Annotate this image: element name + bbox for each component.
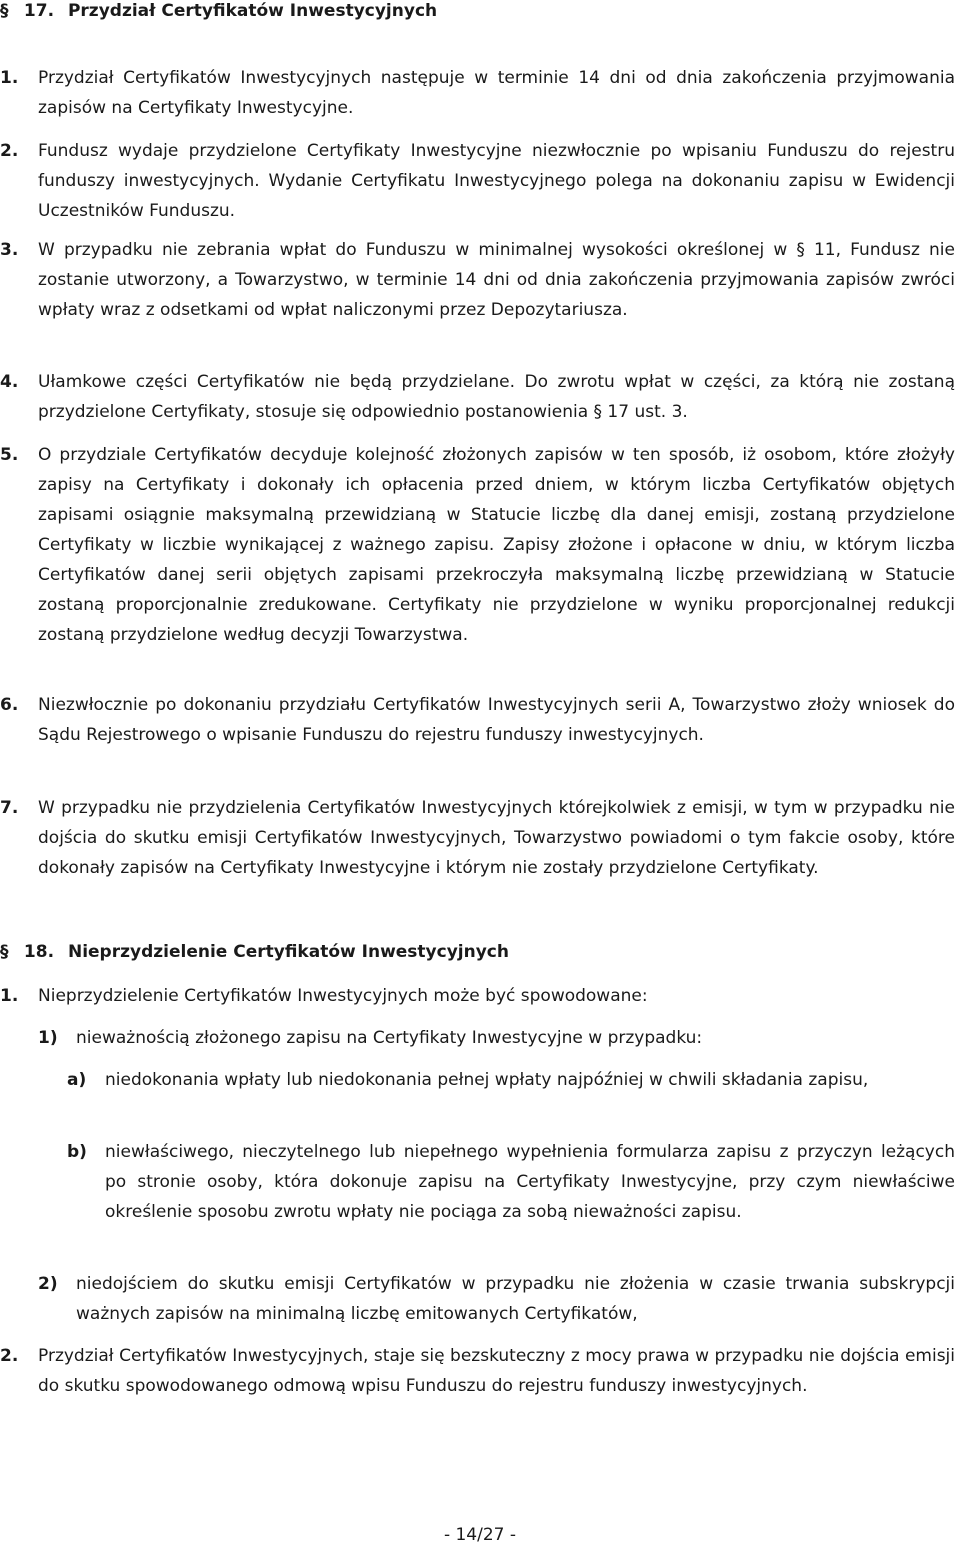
item-text: Przydział Certyfikatów Inwestycyjnych, staje się bezskuteczny z mocy prawa w przypadku nie dojścia emisji do skutku spowodowanego odmową wpisu Funduszu do rejestru funduszy inwestycyjnych. xyxy=(38,1346,955,1396)
section-title: Nieprzydzielenie Certyfikatów Inwestycyjnych xyxy=(67,942,509,962)
s17-item-1 xyxy=(0,63,955,123)
s18-sub-1 xyxy=(38,1023,955,1053)
item-text: W przypadku nie przydzielenia Certyfikatów Inwestycyjnych którejkolwiek z emisji, w tym w przypadku nie dojścia do skutku emisji Certyfikatów Inwestycyjnych, Towarzystwo powiadomi o tym fakcie osoby, które dokonały zapisów na Certyfikaty Inwestycyjne i którym nie zostały przydzielone Certyfikaty. xyxy=(38,798,955,878)
item-marker: 7. xyxy=(0,798,19,818)
page-number: - 14/27 - xyxy=(443,1525,517,1545)
item-text: niewłaściwego, nieczytelnego lub niepełnego wypełnienia formularza zapisu z przyczyn leżących po stronie osoby, która dokonuje zapisu na Certyfikaty Inwestycyjne, przy czym niewłaściwe określenie sposobu zwrotu wpłaty nie pociąga za sobą nieważności zapisu. xyxy=(105,1142,955,1222)
item-marker: 4. xyxy=(0,372,19,392)
s17-item-6 xyxy=(0,690,955,750)
item-text: W przypadku nie zebrania wpłat do Funduszu w minimalnej wysokości określonej w § 11, Fundusz nie zostanie utworzony, a Towarzystwo, w terminie 14 dni od dnia zakończenia przyjmowania zapisów zwróci wpłaty wraz z odsetkami od wpłat naliczonymi przez Depozytariusza. xyxy=(38,240,955,320)
item-text: Przydział Certyfikatów Inwestycyjnych następuje w terminie 14 dni od dnia zakończenia przyjmowania zapisów na Certyfikaty Inwestycyjne. xyxy=(38,68,955,118)
item-marker: 3. xyxy=(0,240,19,260)
item-text: Nieprzydzielenie Certyfikatów Inwestycyjnych może być spowodowane: xyxy=(38,986,648,1006)
item-marker: 2) xyxy=(38,1274,58,1294)
item-text: nieważnością złożonego zapisu na Certyfikaty Inwestycyjne w przypadku: xyxy=(76,1028,703,1048)
section-number: 18. xyxy=(23,942,55,962)
item-text: niedokonania wpłaty lub niedokonania pełnej wpłaty najpóźniej w chwili składania zapisu, xyxy=(105,1070,869,1090)
item-text: Niezwłocznie po dokonaniu przydziału Certyfikatów Inwestycyjnych serii A, Towarzystwo złoży wniosek do Sądu Rejestrowego o wpisanie Funduszu do rejestru funduszy inwestycyjnych. xyxy=(38,695,955,745)
s18-sub-1a xyxy=(67,1065,955,1095)
section-17-heading xyxy=(0,0,960,22)
section-title: Przydział Certyfikatów Inwestycyjnych xyxy=(67,1,438,21)
s17-item-7 xyxy=(0,793,955,883)
s17-item-4 xyxy=(0,367,955,427)
item-marker: 2. xyxy=(0,141,19,161)
s17-item-5 xyxy=(0,440,955,650)
s18-item-1 xyxy=(0,981,955,1011)
item-marker: b) xyxy=(67,1142,87,1162)
item-marker: 1) xyxy=(38,1028,58,1048)
item-text: Ułamkowe części Certyfikatów nie będą przydzielane. Do zwrotu wpłat w części, za którą nie zostaną przydzielone Certyfikaty, stosuje się odpowiednio postanowienia § 17 ust. 3. xyxy=(38,372,955,422)
item-marker: 5. xyxy=(0,445,19,465)
section-number: 17. xyxy=(23,1,55,21)
s18-sub-2 xyxy=(38,1269,955,1329)
item-marker: 1. xyxy=(0,68,19,88)
s18-item-2 xyxy=(0,1341,955,1401)
item-text: O przydziale Certyfikatów decyduje kolejność złożonych zapisów w ten sposób, iż osobom, które złożyły zapisy na Certyfikaty i dokonały ich opłacenia przed dniem, w którym liczba Certyfikatów objętych zapisami osiągnie maksymalną przewidzianą w Statucie liczbę dla danej emisji, zostaną przydzielone Certyfikaty w liczbie wynikającej z ważnego zapisu. Zapisy złożone i opłacone w dniu, w którym liczba Certyfikatów danej serii objętych zapisami przekroczyła maksymalną liczbę przewidzianą w Statucie zostaną proporcjonalnie zredukowane. Certyfikaty nie przydzielone w wyniku proporcjonalnej redukcji zostaną przydzielone według decyzji Towarzystwa. xyxy=(38,445,955,645)
item-marker: 2. xyxy=(0,1346,19,1366)
item-text: Fundusz wydaje przydzielone Certyfikaty Inwestycyjne niezwłocznie po wpisaniu Funduszu do rejestru funduszy inwestycyjnych. Wydanie Certyfikatu Inwestycyjnego polega na dokonaniu zapisu w Ewidencji Uczestników Funduszu. xyxy=(38,141,955,221)
s17-item-2 xyxy=(0,136,955,226)
item-marker: 6. xyxy=(0,695,19,715)
item-marker: 1. xyxy=(0,986,19,1006)
section-sign: § xyxy=(0,1,9,21)
s18-sub-1b xyxy=(67,1137,955,1227)
section-18-heading xyxy=(0,941,960,963)
s17-item-3 xyxy=(0,235,955,325)
item-marker: a) xyxy=(67,1070,87,1090)
section-sign: § xyxy=(0,942,9,962)
item-text: niedojściem do skutku emisji Certyfikatów w przypadku nie złożenia w czasie trwania subskrypcji ważnych zapisów na minimalną liczbę emitowanych Certyfikatów, xyxy=(76,1274,955,1324)
